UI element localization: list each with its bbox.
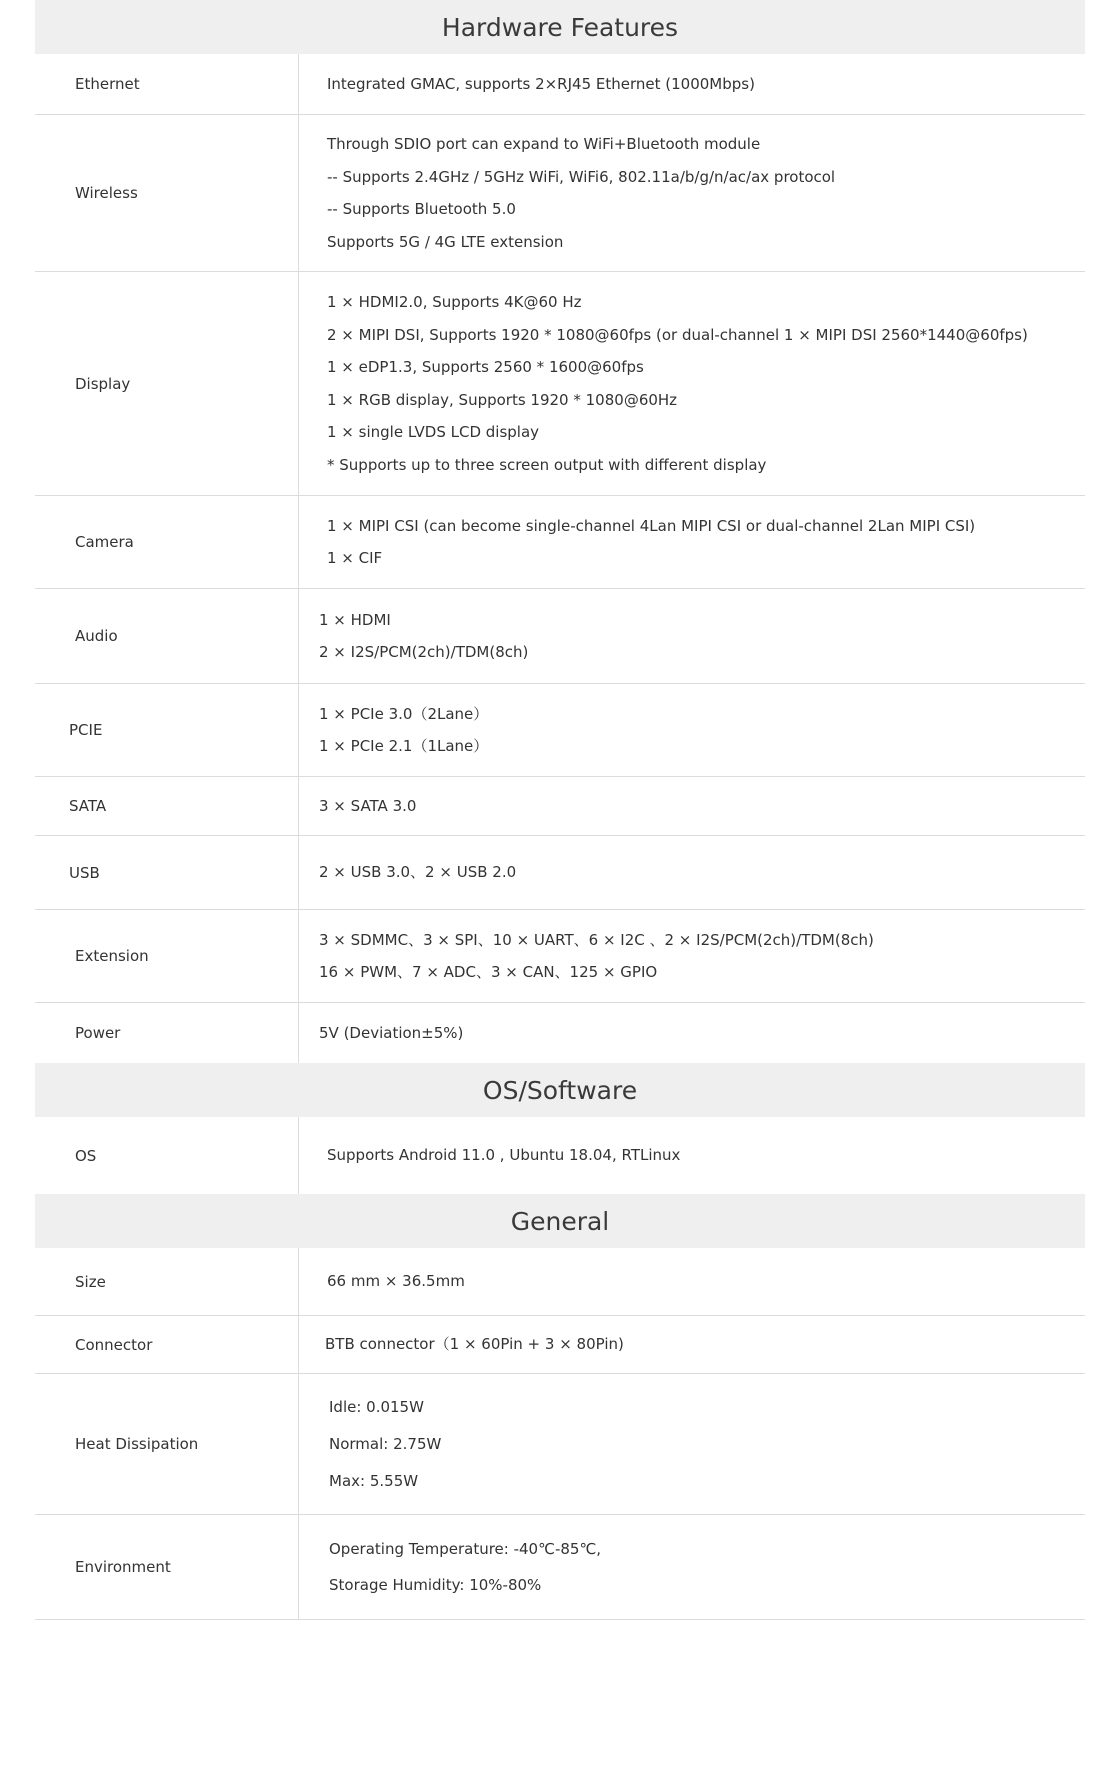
spec-value-line: Max: 5.55W	[329, 1471, 419, 1490]
spec-value	[299, 272, 1085, 495]
spec-value-line: 5V (Deviation±5%)	[319, 1023, 464, 1042]
spec-value-line: Supports 5G / 4G LTE extension	[327, 232, 564, 251]
spec-value-line: Normal: 2.75W	[329, 1434, 442, 1453]
spec-row-camera	[35, 496, 1085, 589]
spec-label: Extension	[35, 910, 299, 1002]
spec-value-line: 1 × eDP1.3, Supports 2560 * 1600@60fps	[327, 358, 644, 376]
spec-label: Display	[35, 272, 299, 495]
spec-row-size	[35, 1248, 1085, 1316]
spec-value-line: 2 × I2S/PCM(2ch)/TDM(8ch)	[319, 643, 529, 661]
spec-value	[299, 54, 1085, 114]
spec-value-line: 1 × MIPI CSI (can become single-channel 4Lan MIPI CSI or dual-channel 2Lan MIPI CSI)	[327, 516, 976, 535]
spec-label: Environment	[35, 1515, 299, 1619]
spec-label: Camera	[35, 496, 299, 588]
section-header-hardware-features: Hardware Features	[35, 0, 1085, 54]
spec-value	[299, 1248, 1085, 1315]
spec-value	[299, 1515, 1085, 1619]
spec-value	[299, 910, 1085, 1002]
spec-value-line: Integrated GMAC, supports 2×RJ45 Ethernet (1000Mbps)	[327, 74, 755, 93]
spec-value	[299, 115, 1085, 271]
spec-value	[299, 1117, 1085, 1194]
spec-value	[299, 777, 1085, 835]
spec-row-os	[35, 1117, 1085, 1194]
spec-label: SATA	[35, 777, 299, 835]
spec-value-line: Supports Android 11.0 , Ubuntu 18.04, RTLinux	[327, 1146, 681, 1164]
section-header-general: General	[35, 1194, 1085, 1248]
spec-value-line: 3 × SATA 3.0	[319, 796, 417, 815]
spec-value-line: 16 × PWM、7 × ADC、3 × CAN、125 × GPIO	[319, 963, 658, 981]
spec-value-line: 66 mm × 36.5mm	[327, 1272, 465, 1290]
spec-value-line: -- Supports Bluetooth 5.0	[327, 200, 516, 218]
spec-value-line: BTB connector（1 × 60Pin + 3 × 80Pin)	[325, 1335, 624, 1353]
spec-row-wireless	[35, 115, 1085, 272]
spec-value-line: Through SDIO port can expand to WiFi+Bluetooth module	[327, 135, 761, 153]
spec-value-line: Operating Temperature: -40℃-85℃,	[329, 1540, 602, 1558]
spec-value-line: 1 × RGB display, Supports 1920 * 1080@60Hz	[327, 390, 678, 409]
spec-label: USB	[35, 836, 299, 909]
spec-row-extension	[35, 910, 1085, 1003]
spec-label: Connector	[35, 1316, 299, 1373]
spec-label: Size	[35, 1248, 299, 1315]
spec-value-line: 2 × MIPI DSI, Supports 1920 * 1080@60fps (or dual-channel 1 × MIPI DSI 2560*1440@60fps)	[327, 325, 1028, 344]
spec-value-line: 1 × PCIe 2.1（1Lane）	[319, 737, 489, 755]
spec-value	[299, 684, 1085, 776]
spec-value-line: 2 × USB 3.0、2 × USB 2.0	[319, 863, 517, 881]
section-header-os-software: OS/Software	[35, 1063, 1085, 1117]
spec-value	[299, 589, 1085, 683]
spec-value	[299, 1374, 1085, 1514]
spec-value	[299, 496, 1085, 588]
spec-label: Wireless	[35, 115, 299, 271]
spec-label: PCIE	[35, 684, 299, 776]
spec-value-line: * Supports up to three screen output with different display	[327, 455, 767, 474]
spec-row-usb	[35, 836, 1085, 910]
spec-row-power	[35, 1003, 1085, 1063]
spec-value	[299, 836, 1085, 909]
spec-label: Power	[35, 1003, 299, 1063]
spec-label: Heat Dissipation	[35, 1374, 299, 1514]
spec-row-audio	[35, 589, 1085, 684]
spec-value-line: -- Supports 2.4GHz / 5GHz WiFi, WiFi6, 802.11a/b/g/n/ac/ax protocol	[327, 167, 836, 186]
spec-value-line: Idle: 0.015W	[329, 1397, 424, 1416]
spec-row-sata	[35, 777, 1085, 836]
spec-value-line: Storage Humidity: 10%-80%	[329, 1576, 542, 1594]
spec-label: Audio	[35, 589, 299, 683]
spec-sheet	[35, 0, 1085, 1620]
spec-row-heat-dissipation	[35, 1374, 1085, 1515]
spec-value	[299, 1003, 1085, 1063]
spec-row-pcie	[35, 684, 1085, 777]
spec-value-line: 1 × PCIe 3.0（2Lane）	[319, 704, 489, 723]
spec-value-line: 3 × SDMMC、3 × SPI、10 × UART、6 × I2C 、2 × I2S/PCM(2ch)/TDM(8ch)	[319, 930, 874, 949]
spec-row-environment	[35, 1515, 1085, 1620]
spec-value-line: 1 × single LVDS LCD display	[327, 423, 540, 441]
spec-value-line: 1 × HDMI	[319, 610, 391, 629]
spec-row-ethernet	[35, 54, 1085, 115]
spec-value-line: 1 × HDMI2.0, Supports 4K@60 Hz	[327, 293, 582, 311]
spec-value	[299, 1316, 1085, 1373]
spec-row-display	[35, 272, 1085, 496]
spec-label: OS	[35, 1117, 299, 1194]
spec-value-line: 1 × CIF	[327, 549, 383, 567]
spec-label: Ethernet	[35, 54, 299, 114]
spec-row-connector	[35, 1316, 1085, 1374]
